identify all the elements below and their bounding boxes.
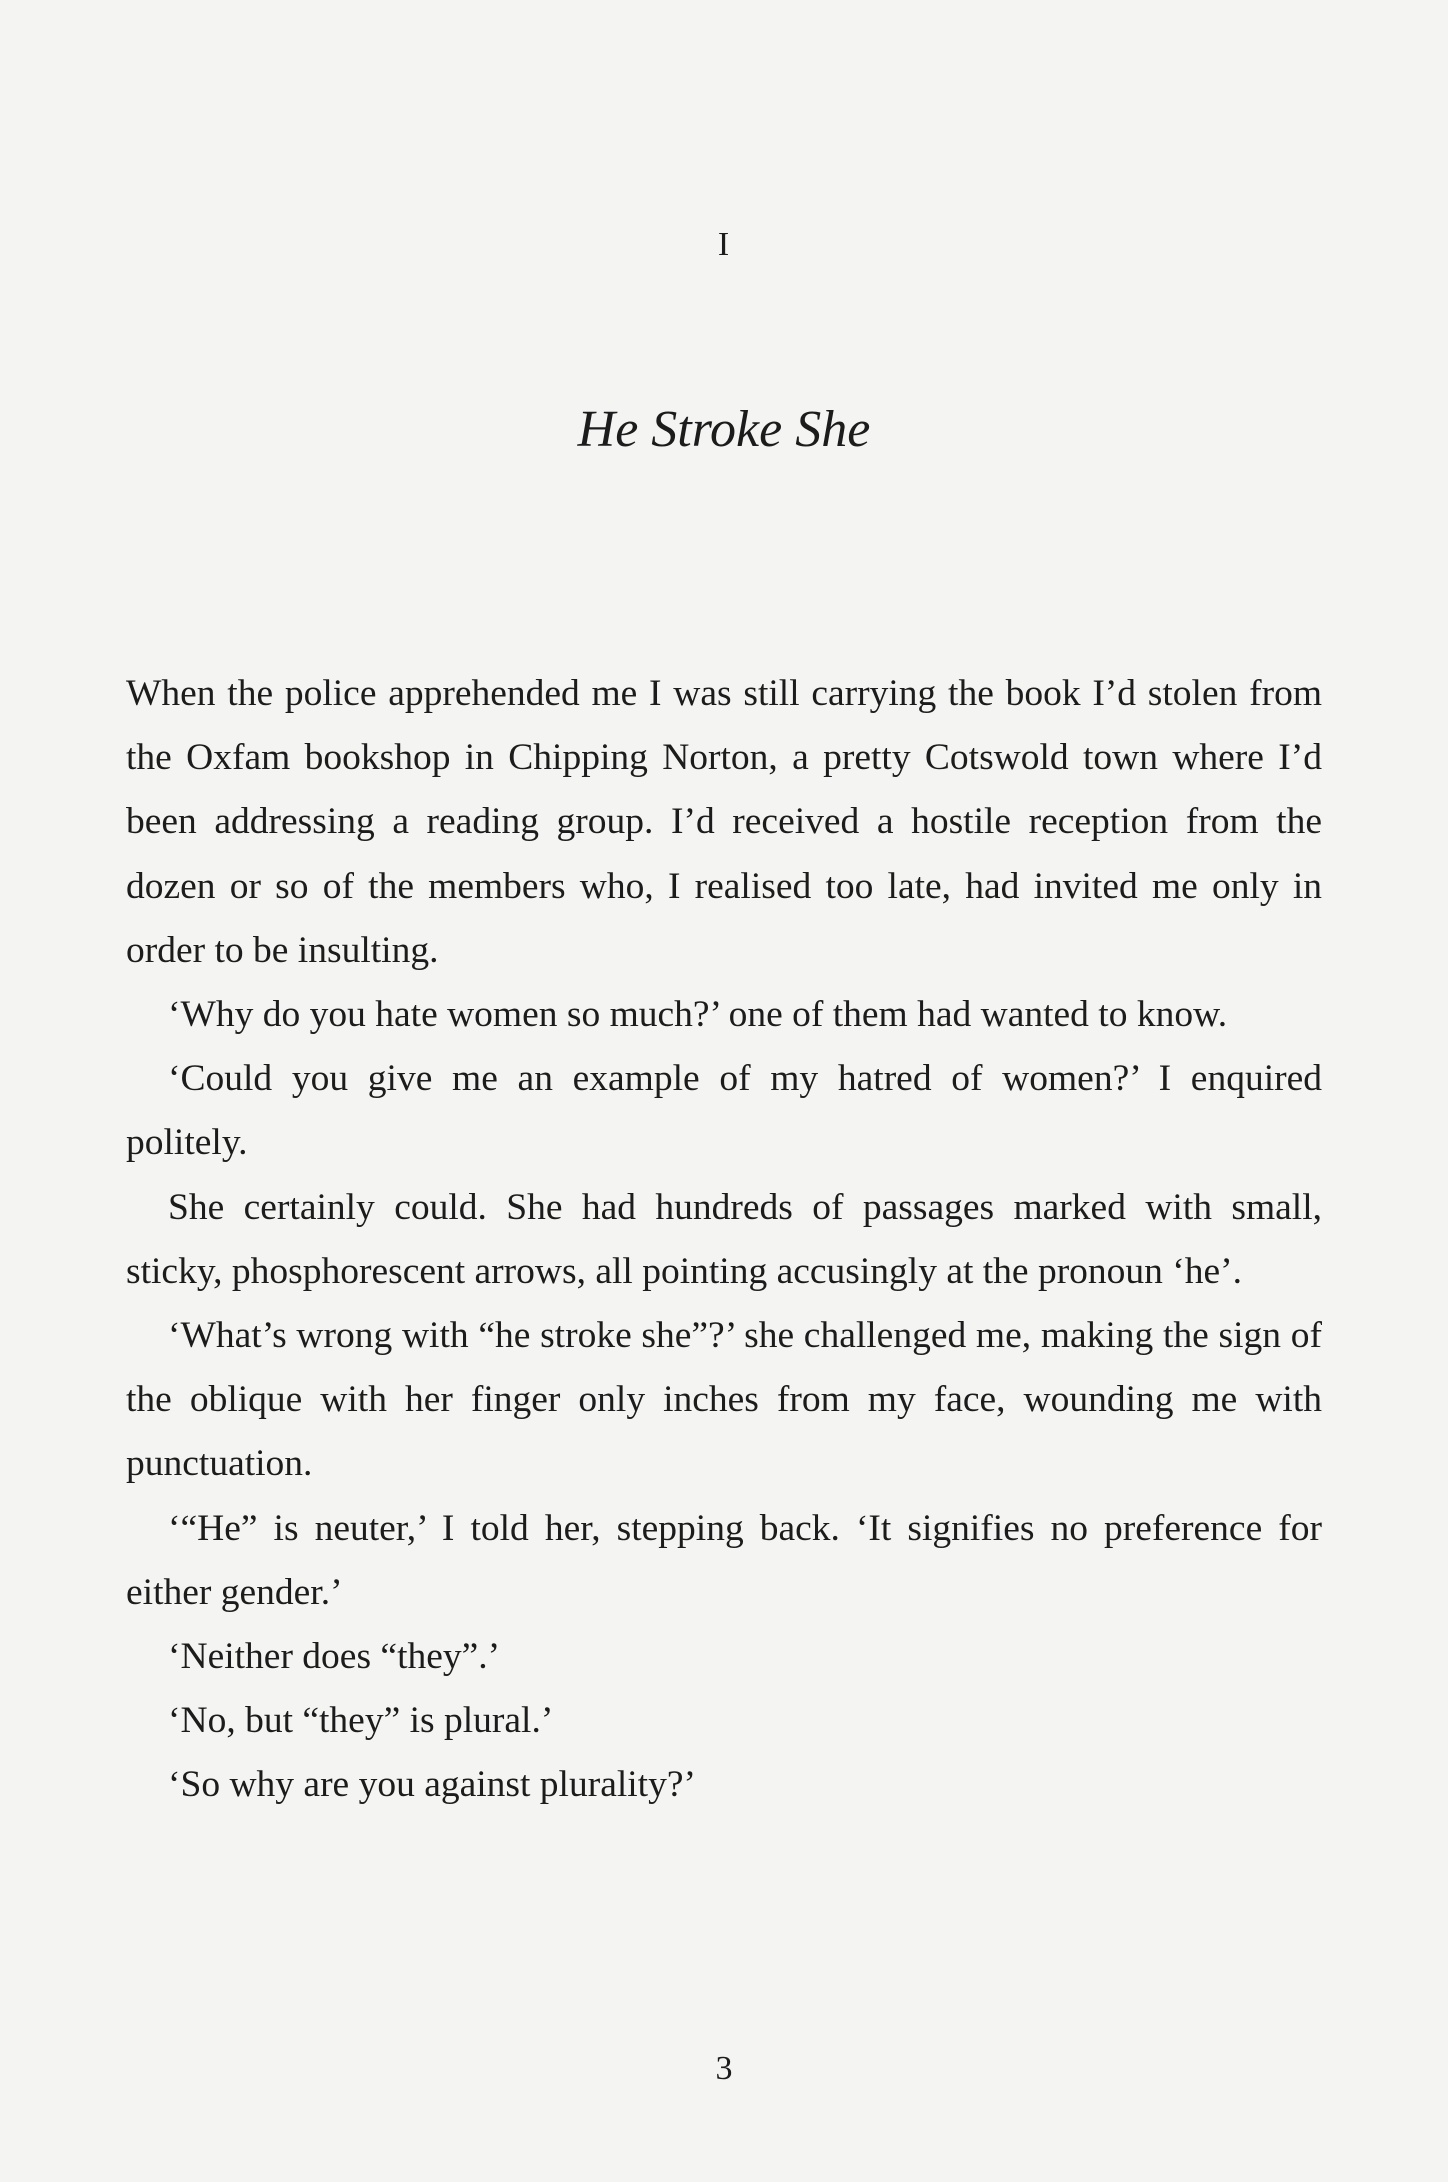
paragraph: ‘“He” is neuter,’ I told her, stepping back. ‘It signifies no preference for either gender.’: [126, 1507, 1322, 1613]
paragraph: When the police apprehended me I was still carrying the book I’d stolen from the Oxfam bookshop in Chipping Norton, a pretty Cotswold town where I’d been addressing a reading group. I’d received a hostile reception from the dozen or so of the members who, I realised too late, had invited me only in order to be insulting.: [126, 673, 1322, 971]
chapter-number: I: [717, 226, 731, 263]
body-text: [126, 662, 1322, 1818]
paragraph: ‘Why do you hate women so much?’ one of them had wanted to know.: [168, 994, 1228, 1036]
page-number: 3: [715, 2050, 733, 2087]
paragraph: ‘No, but “they” is plural.’: [168, 1700, 554, 1742]
chapter-title: He Stroke She: [577, 401, 871, 458]
paragraph: ‘Neither does “they”.’: [168, 1636, 501, 1678]
paragraph: ‘Could you give me an example of my hatred of women?’ I enquired politely.: [126, 1058, 1322, 1164]
paragraph: ‘So why are you against plurality?’: [168, 1764, 696, 1806]
paragraph: ‘What’s wrong with “he stroke she”?’ she challenged me, making the sign of the oblique with her finger only inches from my face, wounding me with punctuation.: [126, 1315, 1322, 1485]
paragraph: She certainly could. She had hundreds of passages marked with small, sticky, phosphorescent arrows, all pointing accusingly at the pronoun ‘he’.: [126, 1186, 1322, 1292]
